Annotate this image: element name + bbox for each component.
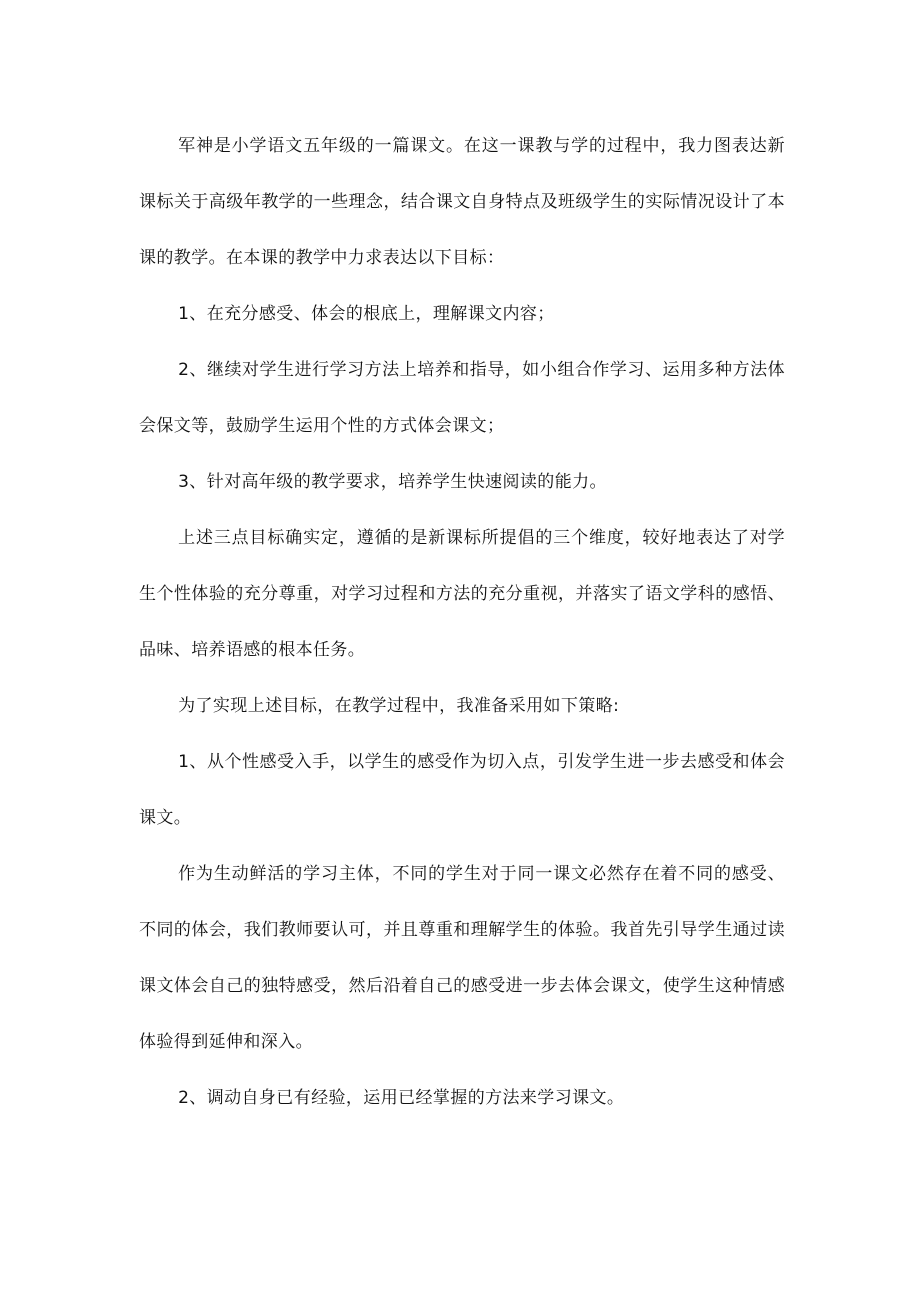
paragraph-strategy-1-detail: 作为生动鲜活的学习主体，不同的学生对于同一课文必然存在着不同的感受、不同的体会，我们教师要认可，并且尊重和理解学生的体验。我首先引导学生通过读课文体会自己的独特感受，然后沿着自己的感受进一步去体会课文，使学生这种情感体验得到延伸和深入。 (139, 864, 785, 1052)
paragraph-goal-3: 3、针对高年级的教学要求，培养学生快速阅读的能力。 (178, 472, 607, 492)
paragraph-goal-2: 2、继续对学生进行学习方法上培养和指导，如小组合作学习、运用多种方法体会保文等，鼓励学生运用个性的方式体会课文； (139, 360, 785, 436)
paragraph-goals-summary: 上述三点目标确实定，遵循的是新课标所提倡的三个维度，较好地表达了对学生个性体验的充分尊重，对学习过程和方法的充分重视，并落实了语文学科的感悟、品味、培养语感的根本任务。 (139, 528, 785, 660)
paragraph-strategy-intro: 为了实现上述目标，在教学过程中，我准备采用如下策略: (178, 696, 620, 716)
paragraph-strategy-2: 2、调动自身已有经验，运用已经掌握的方法来学习课文。 (178, 1088, 625, 1108)
paragraph-goal-1: 1、在充分感受、体会的根底上，理解课文内容； (178, 304, 555, 324)
paragraph-strategy-1: 1、从个性感受入手，以学生的感受作为切入点，引发学生进一步去感受和体会课文。 (139, 752, 785, 828)
body-text (139, 118, 785, 1126)
paragraph-intro: 军神是小学语文五年级的一篇课文。在这一课教与学的过程中，我力图表达新课标关于高级年教学的一些理念，结合课文自身特点及班级学生的实际情况设计了本课的教学。在本课的教学中力求表达以下目标： (139, 136, 785, 268)
